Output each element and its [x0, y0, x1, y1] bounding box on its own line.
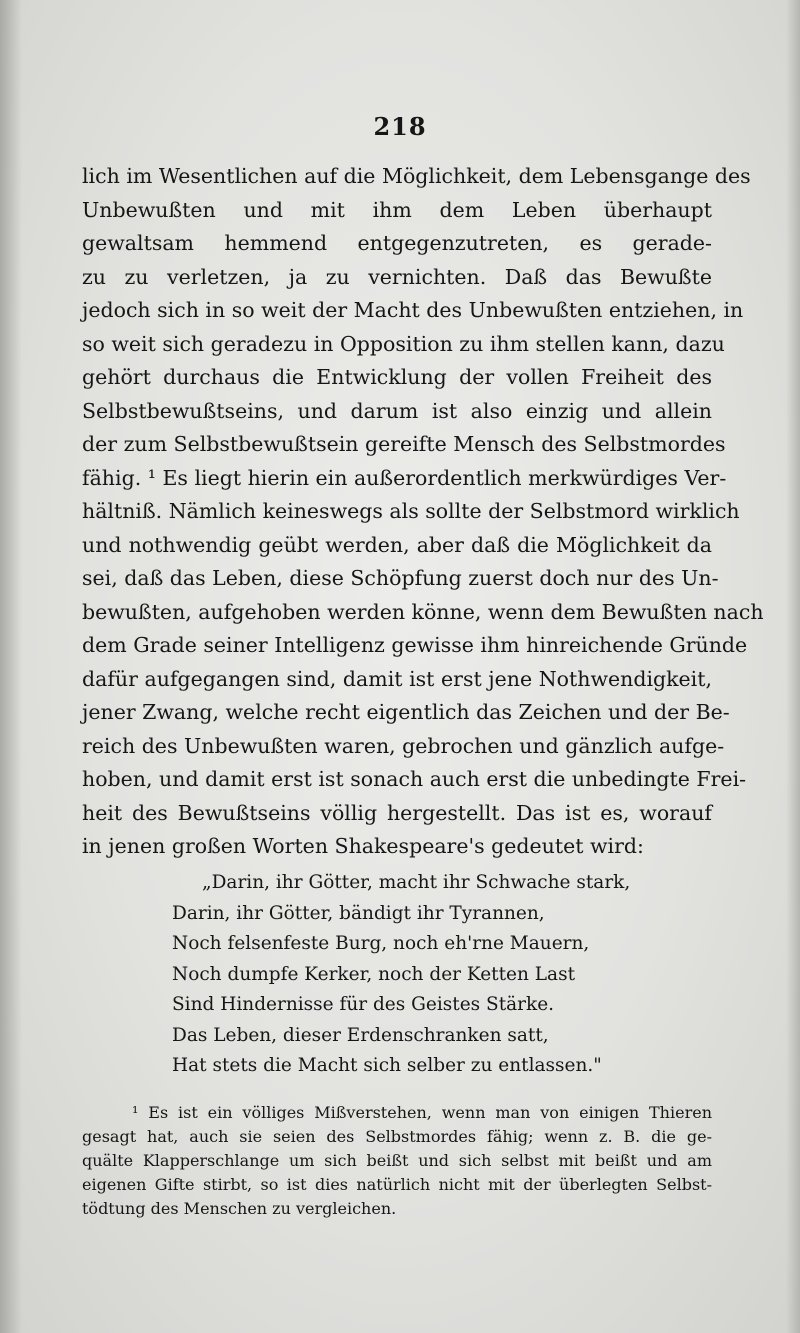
- verse-line: Noch felsenfeste Burg, noch eh'rne Mauern,: [172, 933, 590, 954]
- footnote: [82, 1101, 712, 1221]
- verse-line: „Darin, ihr Götter, macht ihr Schwache stark,: [202, 872, 631, 893]
- text-line: in jenen großen Worten Shakespeare's gedeutet wird:: [82, 834, 644, 858]
- footnote-line: gesagt hat, auch sie seien des Selbstmordes fähig; wenn z. B. die ge-: [82, 1127, 712, 1146]
- verse-line: Darin, ihr Götter, bändigt ihr Tyrannen,: [172, 902, 545, 924]
- page-edge-shadow-left: [0, 0, 22, 1333]
- footnote-line: quälte Klapperschlange um sich beißt und sich selbst mit beißt und am: [82, 1151, 712, 1170]
- text-line: hoben, und damit erst ist sonach auch erst die unbedingte Frei-: [82, 767, 747, 791]
- page-edge-shadow-right: [786, 0, 800, 1333]
- quoted-verse: [172, 868, 672, 1082]
- text-line: sei, daß das Leben, diese Schöpfung zuerst doch nur des Un-: [82, 566, 719, 590]
- text-line: Selbstbewußtseins, und darum ist also einzig und allein: [82, 398, 712, 423]
- text-line: gewaltsam hemmend entgegenzutreten, es gerade-: [82, 231, 712, 255]
- text-line: hältniß. Nämlich keineswegs als sollte der Selbstmord wirklich: [82, 499, 740, 523]
- footnote-line: tödtung des Menschen zu vergleichen.: [82, 1199, 397, 1218]
- text-line: bewußten, aufgehoben werden könne, wenn dem Bewußten nach: [82, 599, 764, 624]
- text-line: lich im Wesentlichen auf die Möglichkeit, dem Lebensgange des: [82, 164, 751, 188]
- text-line: heit des Bewußtseins völlig hergestellt. Das ist es, worauf: [82, 800, 712, 825]
- main-text: [82, 160, 764, 864]
- text-line: dem Grade seiner Intelligenz gewisse ihm hinreichende Gründe: [82, 633, 748, 657]
- text-line: fähig. ¹ Es liegt hierin ein außerordentlich merkwürdiges Ver-: [82, 465, 727, 490]
- page-number: 218: [373, 112, 427, 141]
- verse-line: Hat stets die Macht sich selber zu entlassen.": [172, 1055, 602, 1076]
- footnote-line: eigenen Gifte stirbt, so ist dies natürlich nicht mit der überlegten Selbst-: [82, 1175, 712, 1194]
- text-line: und nothwendig geübt werden, aber daß die Möglichkeit da: [82, 532, 712, 557]
- text-line: der zum Selbstbewußtsein gereifte Mensch des Selbstmordes: [82, 432, 726, 456]
- text-line: so weit sich geradezu in Opposition zu ihm stellen kann, dazu: [82, 331, 725, 356]
- text-line: jedoch sich in so weit der Macht des Unbewußten entziehen, in: [82, 298, 744, 322]
- verse-line: Noch dumpfe Kerker, noch der Ketten Last: [172, 963, 575, 985]
- footnote-line: ¹ Es ist ein völliges Mißverstehen, wenn man von einigen Thieren: [132, 1103, 712, 1122]
- verse-line: Das Leben, dieser Erdenschranken satt,: [172, 1024, 549, 1046]
- text-line: reich des Unbewußten waren, gebrochen und gänzlich aufge-: [82, 733, 725, 758]
- text-line: gehört durchaus die Entwicklung der vollen Freiheit des: [82, 365, 712, 389]
- text-line: Unbewußten und mit ihm dem Leben überhaupt: [82, 197, 712, 222]
- text-line: jener Zwang, welche recht eigentlich das Zeichen und der Be-: [82, 700, 730, 724]
- verse-line: Sind Hindernisse für des Geistes Stärke.: [172, 994, 555, 1015]
- text-line: zu zu verletzen, ja zu vernichten. Daß das Bewußte: [82, 264, 712, 289]
- text-line: dafür aufgegangen sind, damit ist erst jene Nothwendigkeit,: [82, 666, 712, 691]
